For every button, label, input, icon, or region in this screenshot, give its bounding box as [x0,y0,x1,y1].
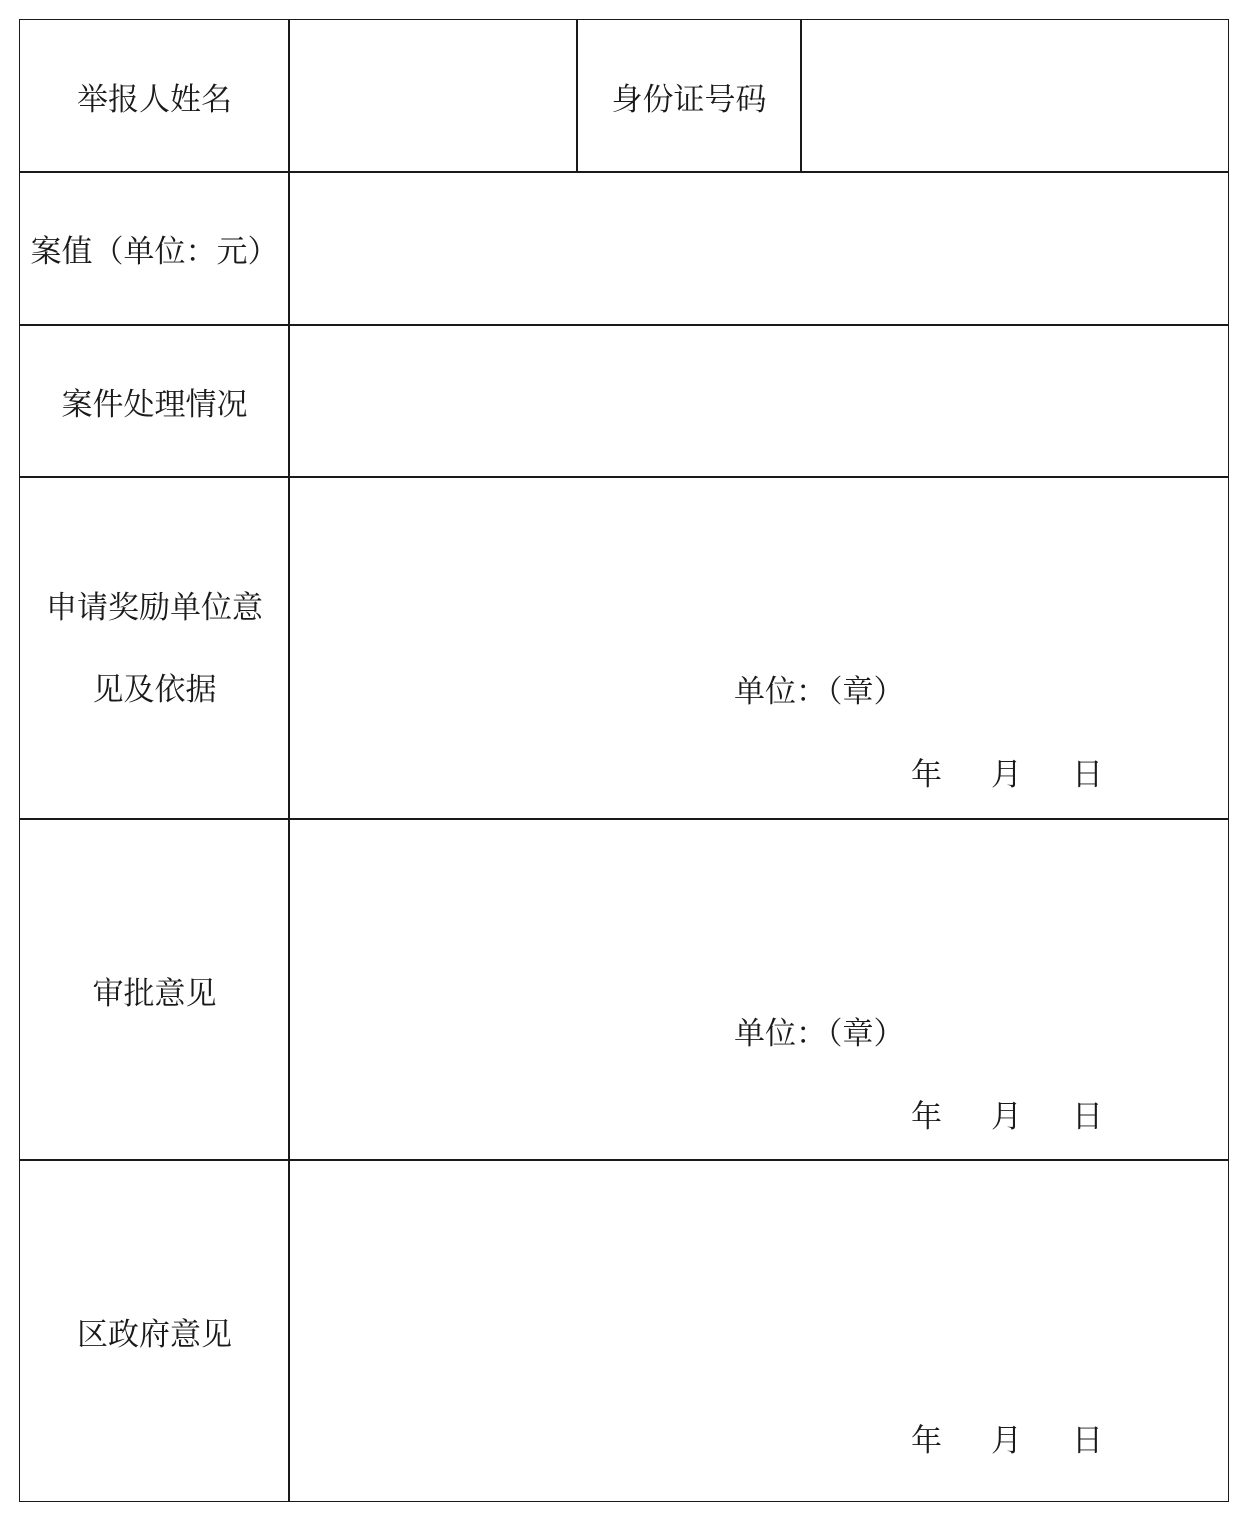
case-value-label [20,172,289,324]
applicant-opinion-label [20,478,289,819]
reward-application-form [19,19,1229,1502]
day-text: 日 [1072,1423,1103,1459]
month-text: 月 [991,757,1022,793]
case-handling-label [20,325,289,477]
id-number-label-text: 身份证号码 [611,81,767,118]
unit-seal-text: 单位：（章） [734,1016,905,1052]
case-handling-label-text: 案件处理情况 [61,386,248,423]
year-text: 年 [911,1423,942,1459]
unit-seal-text: 单位：（章） [734,674,905,710]
district-gov-opinion-label-text: 区政府意见 [77,1316,232,1353]
id-number-field[interactable] [802,20,1228,171]
id-number-label [578,20,800,172]
approval-opinion-label [20,820,289,1160]
case-value-field[interactable] [290,173,1228,324]
reporter-name-field[interactable] [290,20,576,171]
approval-opinion-field[interactable] [290,820,1228,1159]
month-text: 月 [991,1423,1022,1459]
approval-opinion-label-text: 审批意见 [92,975,217,1012]
day-text: 日 [1072,1099,1103,1135]
day-text: 日 [1072,757,1103,793]
applicant-opinion-label-text: 申请奖励单位意见及依据 [46,589,263,708]
applicant-opinion-field[interactable] [290,478,1228,818]
year-text: 年 [911,757,942,793]
reporter-name-label [20,20,289,172]
case-handling-field[interactable] [290,326,1228,476]
district-gov-opinion-label [20,1161,289,1501]
reporter-name-label-text: 举报人姓名 [77,81,232,118]
district-gov-opinion-field[interactable] [290,1161,1228,1501]
case-value-label-text: 案值（单位：元） [30,233,279,270]
year-text: 年 [911,1099,942,1135]
month-text: 月 [991,1099,1022,1135]
